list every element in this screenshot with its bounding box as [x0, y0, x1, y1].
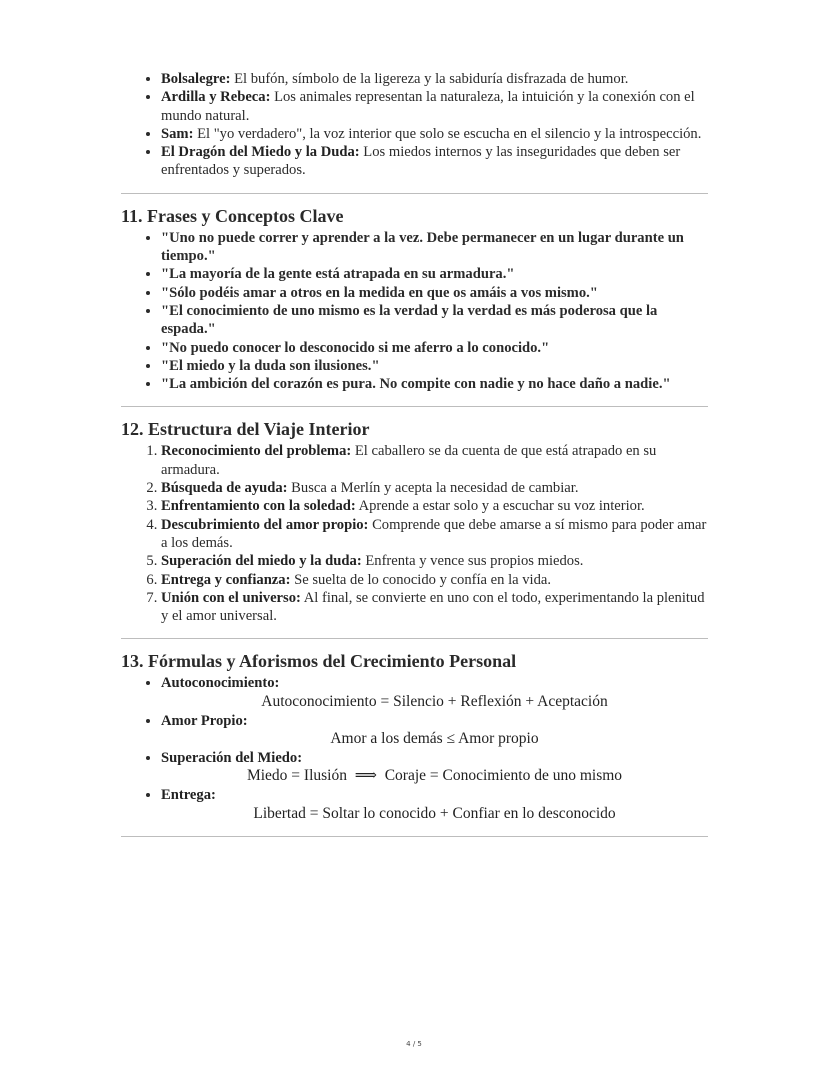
page-number: 4 / 5: [406, 1040, 422, 1048]
term: Enfrentamiento con la soledad:: [161, 498, 356, 515]
step-item: [161, 552, 708, 570]
quote-item: • "Sólo podéis amar a otros en la medida en que os amáis a vos mismo.": [161, 284, 708, 302]
description: Al final, se convierte en uno con el todo, experimentando la plenitud y el amor universal.: [161, 589, 705, 625]
quote-item: • "El miedo y la duda son ilusiones.": [161, 357, 708, 375]
description: El bufón, símbolo de la ligereza y la sabiduría disfrazada de humor.: [230, 71, 629, 87]
description: Los miedos internos y las inseguridades que deben ser enfrentados y superados.: [161, 144, 681, 179]
divider: [121, 193, 708, 194]
term: Ardilla y Rebeca:: [161, 89, 271, 106]
formula: Autoconocimiento = Silencio + Reflexión + Aceptación: [261, 693, 608, 711]
formula-label: Entrega:: [161, 786, 216, 803]
quote-item: • "El conocimiento de uno mismo es la verdad y la verdad es más poderosa que la espada.": [161, 302, 708, 339]
description: Busca a Merlín y acepta la necesidad de cambiar.: [287, 480, 579, 497]
description: Comprende que debe amarse a sí mismo para poder amar a los demás.: [161, 516, 707, 551]
formula-label: Autoconocimiento:: [161, 675, 280, 692]
quotes-list: [121, 229, 708, 394]
formula-item: [161, 786, 708, 823]
quote-item: • "Uno no puede correr y aprender a la vez. Debe permanecer en un lugar durante un tiempo.": [161, 229, 708, 266]
term: El Dragón del Miedo y la Duda:: [161, 144, 360, 161]
list-item: [161, 125, 708, 143]
formula-label: Superación del Miedo:: [161, 749, 303, 766]
list-item: [161, 143, 708, 180]
list-item: [161, 88, 708, 125]
term: Unión con el universo:: [161, 589, 301, 606]
symbols-list: [121, 70, 708, 180]
document-page: [121, 70, 708, 848]
term: Entrega y confianza:: [161, 571, 291, 588]
description: Aprende a estar solo y a escuchar su voz interior.: [355, 498, 645, 515]
term: Descubrimiento del amor propio:: [161, 516, 369, 533]
term: Superación del miedo y la duda:: [161, 553, 362, 570]
divider: [121, 836, 708, 837]
description: El "yo verdadero", la voz interior que solo se escucha en el silencio y la introspección.: [193, 125, 702, 142]
divider: [121, 406, 708, 407]
step-item: [161, 589, 708, 626]
formula-item: [161, 674, 708, 711]
divider: [121, 638, 708, 639]
formula-item: [161, 712, 708, 749]
section-heading: 13. Fórmulas y Aforismos del Crecimiento Personal: [121, 651, 517, 672]
term: Reconocimiento del problema:: [161, 443, 352, 460]
description: Se suelta de lo conocido y confía en la vida.: [290, 571, 552, 588]
quote-item: • "No puedo conocer lo desconocido si me aferro a lo conocido.": [161, 339, 708, 357]
description: Los animales representan la naturaleza, la intuición y la conexión con el mundo natural.: [161, 89, 695, 124]
formulas-list: [121, 674, 708, 823]
formula: Amor a los demás ≤ Amor propio: [330, 730, 539, 748]
formula: Miedo = Ilusión ⟹ Coraje = Conocimiento de uno mismo: [246, 767, 623, 785]
quote-item: • "La ambición del corazón es pura. No compite con nadie y no hace daño a nadie.": [161, 375, 708, 393]
steps-list: [121, 442, 708, 625]
step-item: [161, 571, 708, 589]
term: Sam:: [161, 125, 194, 142]
step-item: [161, 516, 708, 553]
quote-item: • "La mayoría de la gente está atrapada en su armadura.": [161, 265, 708, 283]
term: Bolsalegre:: [161, 71, 231, 87]
formula-label: Amor Propio:: [161, 712, 248, 729]
step-item: [161, 442, 708, 479]
term: Búsqueda de ayuda:: [161, 480, 288, 497]
formula-item: [161, 749, 708, 786]
description: Enfrenta y vence sus propios miedos.: [361, 553, 584, 570]
formula: Libertad = Soltar lo conocido + Confiar en lo desconocido: [253, 804, 616, 822]
list-item: [161, 70, 708, 88]
section-heading: 11. Frases y Conceptos Clave: [121, 205, 344, 226]
step-item: [161, 479, 708, 497]
description: El caballero se da cuenta de que está atrapado en su armadura.: [161, 443, 657, 478]
step-item: [161, 497, 708, 515]
section-heading: 12. Estructura del Viaje Interior: [121, 419, 370, 440]
